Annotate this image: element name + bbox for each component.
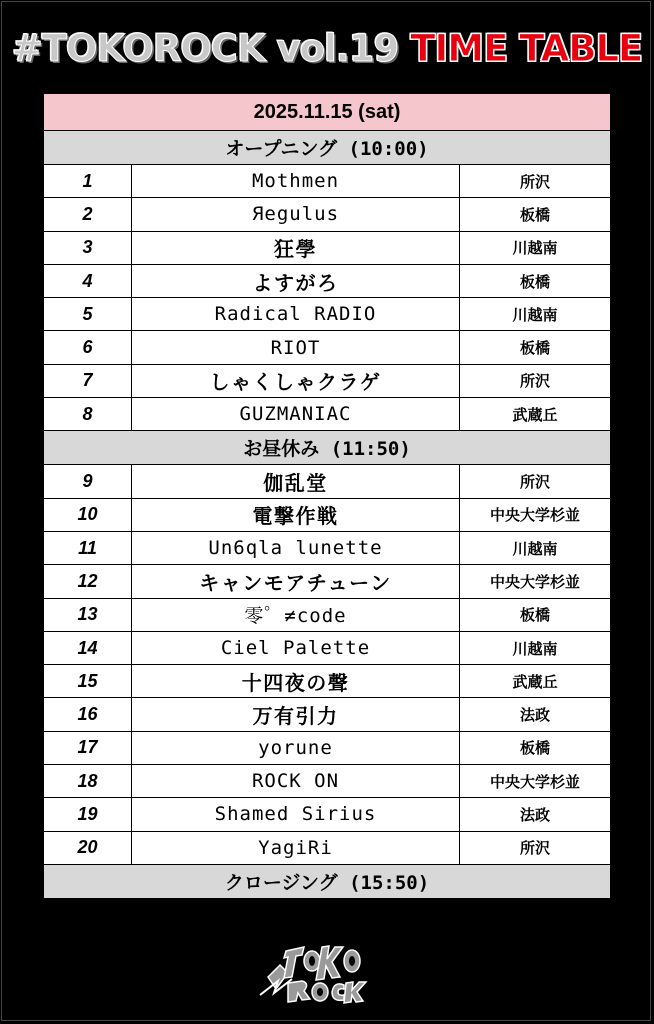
slot-number: 9	[44, 465, 132, 498]
slot-number: 2	[44, 198, 132, 231]
lineup-row	[44, 831, 611, 864]
slot-number: 19	[44, 798, 132, 831]
event-date: 2025.11.15 (sat)	[44, 94, 611, 131]
section-closing	[44, 864, 611, 898]
slot-number: 5	[44, 298, 132, 331]
lineup-row	[44, 165, 611, 198]
band-name: GUZMANIAC	[132, 398, 460, 431]
lineup-row	[44, 798, 611, 831]
school-name: 板橋	[460, 198, 611, 231]
band-name: Un6qla lunette	[132, 531, 460, 564]
band-name: Mothmen	[132, 165, 460, 198]
slot-number: 15	[44, 665, 132, 698]
band-name: よすがろ	[132, 264, 460, 297]
section-lunch	[44, 431, 611, 465]
slot-number: 3	[44, 231, 132, 264]
school-name: 中央大学杉並	[460, 765, 611, 798]
slot-number: 8	[44, 398, 132, 431]
slot-number: 10	[44, 498, 132, 531]
lineup-row	[44, 498, 611, 531]
slot-number: 1	[44, 165, 132, 198]
lineup-row	[44, 698, 611, 731]
school-name: 武蔵丘	[460, 665, 611, 698]
lineup-row	[44, 731, 611, 764]
slot-number: 20	[44, 831, 132, 864]
band-name: Ciel Palette	[132, 631, 460, 664]
school-name: 所沢	[460, 465, 611, 498]
school-name: 中央大学杉並	[460, 565, 611, 598]
lineup-row	[44, 465, 611, 498]
lineup-row	[44, 231, 611, 264]
band-name: YagiRi	[132, 831, 460, 864]
section-label: オープニング (10:00)	[44, 131, 611, 165]
lineup-row	[44, 765, 611, 798]
lineup-row	[44, 665, 611, 698]
band-name: 電撃作戦	[132, 498, 460, 531]
slot-number: 12	[44, 565, 132, 598]
slot-number: 17	[44, 731, 132, 764]
lineup-row	[44, 331, 611, 364]
school-name: 板橋	[460, 331, 611, 364]
band-name: 狂學	[132, 231, 460, 264]
band-name: キャンモアチューン	[132, 565, 460, 598]
slot-number: 7	[44, 364, 132, 397]
slot-number: 18	[44, 765, 132, 798]
band-name: 十四夜の聲	[132, 665, 460, 698]
lineup-row	[44, 364, 611, 397]
slot-number: 6	[44, 331, 132, 364]
school-name: 川越南	[460, 531, 611, 564]
school-name: 中央大学杉並	[460, 498, 611, 531]
lineup-row	[44, 264, 611, 297]
slot-number: 13	[44, 598, 132, 631]
school-name: 川越南	[460, 231, 611, 264]
school-name: 板橋	[460, 731, 611, 764]
lineup-row	[44, 631, 611, 664]
band-name: Radical RADIO	[132, 298, 460, 331]
lineup-row	[44, 598, 611, 631]
slot-number: 4	[44, 264, 132, 297]
timetable	[43, 93, 611, 899]
school-name: 所沢	[460, 364, 611, 397]
section-label: お昼休み (11:50)	[44, 431, 611, 465]
school-name: 所沢	[460, 165, 611, 198]
slot-number: 14	[44, 631, 132, 664]
date-row	[44, 94, 611, 131]
school-name: 川越南	[460, 298, 611, 331]
band-name: Яegulus	[132, 198, 460, 231]
band-name: 万有引力	[132, 698, 460, 731]
band-name: Shamed Sirius	[132, 798, 460, 831]
school-name: 法政	[460, 798, 611, 831]
event-title: #TOKOROCK vol.19	[11, 26, 399, 70]
section-opening	[44, 131, 611, 165]
school-name: 板橋	[460, 264, 611, 297]
lineup-row	[44, 531, 611, 564]
band-name: yorune	[132, 731, 460, 764]
section-label: クロージング (15:50)	[44, 864, 611, 898]
school-name: 武蔵丘	[460, 398, 611, 431]
lineup-row	[44, 198, 611, 231]
lineup-row	[44, 298, 611, 331]
band-name: ROCK ON	[132, 765, 460, 798]
lineup-row	[44, 565, 611, 598]
slot-number: 16	[44, 698, 132, 731]
lineup-row	[44, 398, 611, 431]
band-name: 零゜≠code	[132, 598, 460, 631]
school-name: 川越南	[460, 631, 611, 664]
school-name: 所沢	[460, 831, 611, 864]
slot-number: 11	[44, 531, 132, 564]
tokorock-logo-icon	[258, 937, 370, 1005]
school-name: 板橋	[460, 598, 611, 631]
band-name: RIOT	[132, 331, 460, 364]
band-name: 伽乱堂	[132, 465, 460, 498]
band-name: しゃくしゃクラゲ	[132, 364, 460, 397]
school-name: 法政	[460, 698, 611, 731]
poster-title	[0, 24, 654, 72]
timetable-label: TIME TABLE	[410, 26, 643, 70]
